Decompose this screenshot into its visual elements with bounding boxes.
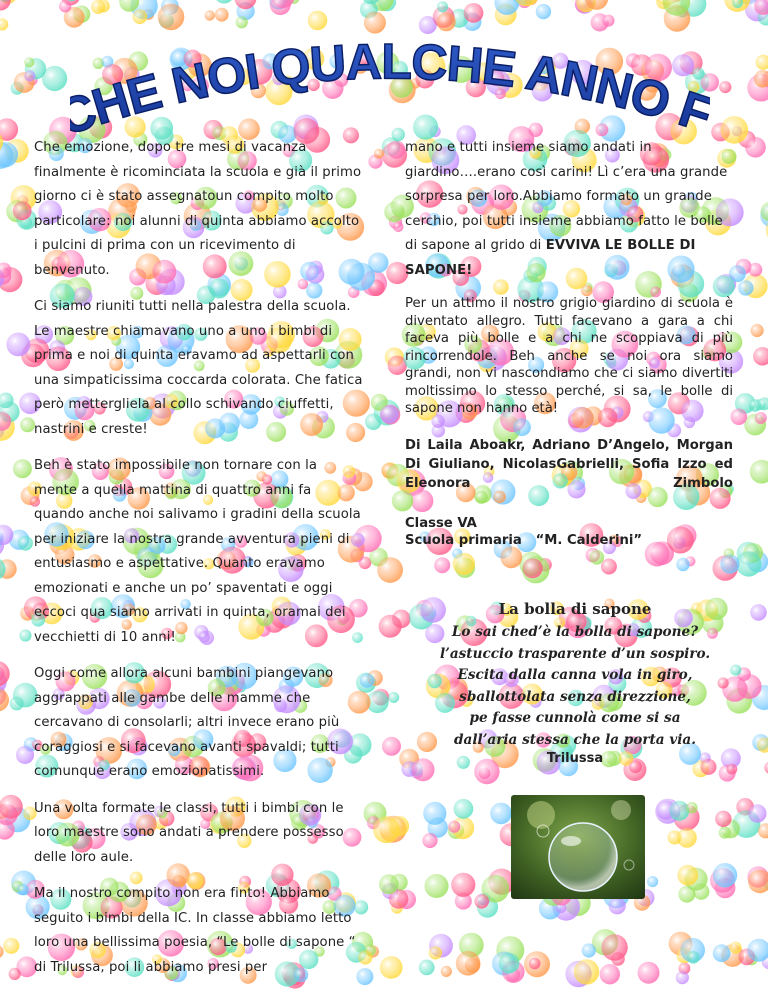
- poem-line: sballottolata senza direzzione,: [459, 688, 691, 705]
- poem-block: [410, 600, 740, 766]
- shout-text: EVVIVA LE BOLLE DI SAPONE!: [405, 238, 696, 278]
- school-line: Scuola primaria “M. Calderini”: [405, 532, 643, 548]
- poem-line: pe fasse cunnolà come si sa: [469, 710, 681, 726]
- class-line: Classe VA: [405, 515, 477, 531]
- continuation-text: mano e tutti insieme siamo andati in giardino….erano così carini! Lì c’era una grande sorpresa per loro.Abbiamo formato un grande cerchio, poi tutti insieme abbiamo fatto le bolle di sapone al grido di: [405, 140, 728, 253]
- paragraph-4: Oggi come allora alcuni bambini piangevano aggrappati alle gambe delle mamme che cercavano di consolarli; altri invece erano più coraggiosi e si facevano avanti spavaldi; tutti comunque erano emozionatissimi.: [34, 666, 340, 779]
- paragraph-3: Beh è stato impossibile non tornare con la mente a quella mattina di quattro anni fa quando anche noi salivamo i gradini della scuola per iniziare la nostra grande avventura pieni di entusiasmo e aspettative. Quanto eravamo emozionati e anche un po’ spaventati e oggi eccoci qua siamo arrivati in quinta, oramai dei vecchietti di 10 anni!: [34, 458, 361, 645]
- title-text: HE NOI QUALCHE ANNO: [85, 36, 676, 136]
- poem-title: La bolla di sapone: [498, 600, 652, 618]
- paragraph-6: Ma il nostro compito non era finto! Abbiamo seguito i bimbi della IC. In classe abbiamo letto loro una bellissima poesia, “Le bolle di sapone “ di Trilussa, poi li abbiamo presi per: [34, 886, 356, 975]
- right-column: [405, 136, 733, 549]
- authors-line: Di Laila Aboakr, Adriano D’Angelo, Morgan Di Giuliano, NicolasGabrielli, Sofia Izzo ed Eleonora Zimbolo: [405, 437, 733, 491]
- poem-line: l’astuccio trasparente d’un sospiro.: [439, 645, 711, 662]
- poem-line: dall’aria stessa che la porta via.: [454, 731, 696, 748]
- paragraph-garden: Per un attimo il nostro grigio giardino di scuola è diventato allegro. Tutti facevano a gara a chi faceva più bolle e a chi ne scoppiava di più rincorrendole. Beh anche se noi ora siamo grandi, non vi nascondiamo che ci siamo divertiti moltissimo lo stesso perché, si sa, le bolle di sapone non hanno età!: [405, 296, 733, 416]
- svg-text:ANCHE NOI QUALCHE ANNO FA…: [70, 36, 710, 146]
- continuation-paragraph: [405, 136, 733, 283]
- paragraph-2: Ci siamo riuniti tutti nella palestra della scuola. Le maestre chiamavano uno a uno i bimbi di prima e noi di quinta eravamo ad aspettarli con una simpaticissima coccarda colorata. Che fatica però mettergliela al collo schivando ciuffetti, nastrini e creste!: [34, 299, 363, 437]
- page-title: [70, 36, 710, 146]
- paragraph-1: Che emozione, dopo tre mesi di vacanza finalmente è ricominciata la scuola e già il primo giorno ci è stato assegnatoun compito molto particolare: noi alunni di quinta abbiamo accolto i pulcini di prima con un ricevimento di benvenuto.: [34, 140, 362, 278]
- poem-line: Escita dalla canna vola in giro,: [457, 667, 693, 683]
- left-column: [34, 136, 364, 980]
- class-info: [405, 515, 733, 549]
- poem-line: Lo sai ched’è la bolla di sapone?: [451, 624, 699, 640]
- poem-author: Trilussa: [546, 751, 604, 766]
- paragraph-5: Una volta formate le classi, tutti i bimbi con le loro maestre sono andati a prendere possesso delle loro aule.: [34, 800, 344, 865]
- soap-bubble-photo: [511, 795, 645, 899]
